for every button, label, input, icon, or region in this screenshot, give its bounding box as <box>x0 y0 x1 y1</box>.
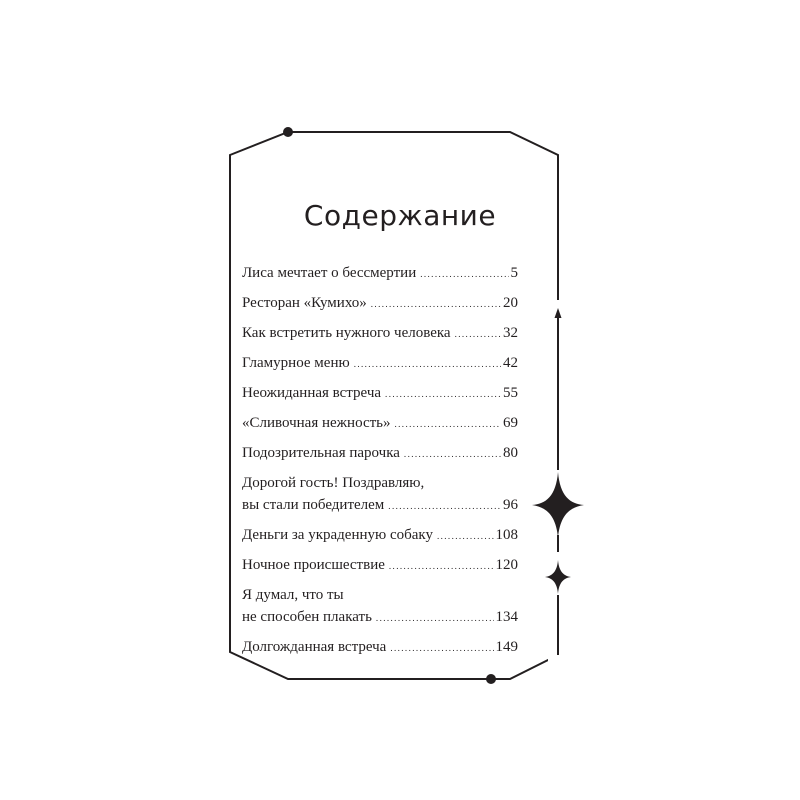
toc-entry-line <box>242 494 518 517</box>
page-number: 108 <box>495 527 518 543</box>
chapter-title: Ресторан «Кумихо» <box>242 295 367 311</box>
toc-entry <box>242 352 518 375</box>
chapter-title: Долгожданная встреча <box>242 639 387 655</box>
dot-leader <box>385 383 501 405</box>
toc-entry-line <box>242 412 518 435</box>
chapter-title: Гламурное меню <box>242 355 350 371</box>
toc-entry-line <box>242 606 518 629</box>
chapter-title: Я думал, что ты <box>242 587 344 603</box>
table-of-contents <box>242 262 518 659</box>
page-number: 20 <box>503 295 518 311</box>
page-number: 120 <box>495 557 518 573</box>
chapter-title: «Сливочная нежность» <box>242 415 391 431</box>
chapter-title: Деньги за украденную собаку <box>242 527 433 543</box>
toc-entry-line <box>242 382 518 405</box>
toc-entry <box>242 442 518 465</box>
toc-entry-line <box>242 292 518 315</box>
page-number: 96 <box>503 497 518 513</box>
page-number: 134 <box>495 609 518 625</box>
toc-entry <box>242 322 518 345</box>
chapter-title: Подозрительная парочка <box>242 445 400 461</box>
toc-entry <box>242 412 518 435</box>
toc-entry-line <box>242 554 518 577</box>
page-number: 80 <box>503 445 518 461</box>
dot-leader <box>371 293 501 315</box>
chapter-title: вы стали победителем <box>242 497 385 513</box>
toc-entry <box>242 524 518 547</box>
dot-leader <box>376 607 494 629</box>
toc-entry <box>242 262 518 285</box>
toc-entry <box>242 636 518 659</box>
toc-entry-line <box>242 442 518 465</box>
dot-leader <box>455 323 501 345</box>
toc-entry-line <box>242 636 518 659</box>
page-number: 55 <box>503 385 518 401</box>
toc-entry-line <box>242 584 518 606</box>
bottom-dot-icon <box>486 674 496 684</box>
page-number: 149 <box>495 639 518 655</box>
toc-entry-line <box>242 472 518 494</box>
chapter-title: Ночное происшествие <box>242 557 385 573</box>
toc-entry-line <box>242 524 518 547</box>
chapter-title: Неожиданная встреча <box>242 385 382 401</box>
dot-leader <box>388 495 501 517</box>
toc-entry <box>242 584 518 629</box>
dot-leader <box>420 263 508 285</box>
dot-leader <box>437 525 494 547</box>
page-number: 42 <box>503 355 518 371</box>
toc-entry-line <box>242 322 518 345</box>
page-number: 69 <box>503 415 518 431</box>
chapter-title: Как встретить нужного человека <box>242 325 451 341</box>
dot-leader <box>395 413 502 435</box>
chapter-title: не способен плакать <box>242 609 372 625</box>
chapter-title: Дорогой гость! Поздравляю, <box>242 475 425 491</box>
page-number: 32 <box>503 325 518 341</box>
toc-entry <box>242 554 518 577</box>
top-dot-icon <box>283 127 293 137</box>
page-title: Содержание <box>303 199 497 232</box>
toc-entry <box>242 382 518 405</box>
toc-entry-line <box>242 262 518 285</box>
large-sparkle-icon <box>532 472 584 538</box>
chapter-title: Лиса мечтает о бессмертии <box>242 265 417 281</box>
toc-entry-line <box>242 352 518 375</box>
toc-entry <box>242 472 518 517</box>
page-number: 5 <box>510 265 518 281</box>
dot-leader <box>390 637 493 659</box>
dot-leader <box>404 443 501 465</box>
dot-leader <box>389 555 494 577</box>
dot-leader <box>354 353 501 375</box>
toc-entry <box>242 292 518 315</box>
